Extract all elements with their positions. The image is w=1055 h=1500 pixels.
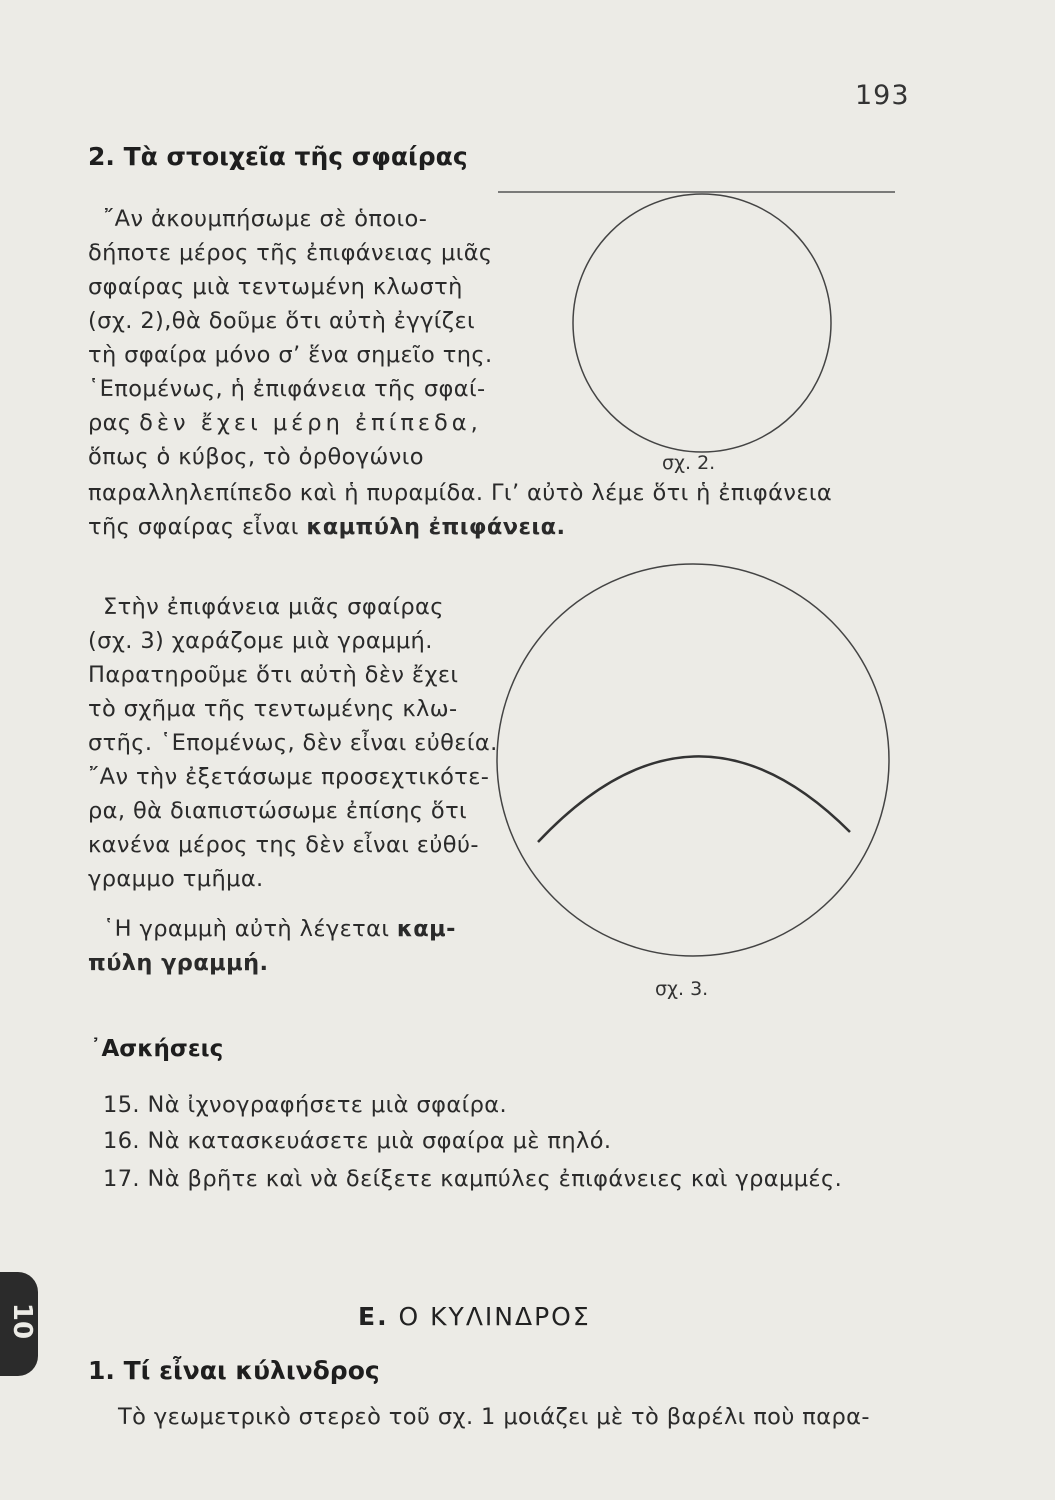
- text-line: δήποτε μέρος τῆς ἐπιφάνειας μιᾶς: [88, 240, 493, 266]
- text-line: Παρατηροῦμε ὅτι αὐτὴ δὲν ἔχει: [88, 662, 459, 688]
- text-line: παραλληλεπίπεδο καὶ ἡ πυραμίδα. Γι’ αὐτὸ λέμε ὅτι ἡ ἐπιφάνεια: [88, 480, 833, 506]
- chapter-tab-number: 10: [7, 1302, 38, 1340]
- sphere-fig3: [497, 564, 889, 956]
- page-number: 193: [855, 80, 910, 111]
- exercise-number: 16.: [103, 1128, 140, 1154]
- chapter-tab: [0, 1272, 38, 1376]
- curved-line: [538, 756, 850, 842]
- bold-term: καμ-: [396, 916, 456, 942]
- exercise-item: [103, 1128, 611, 1154]
- text-line: τὴ σφαίρα μόνο σ’ ἕνα σημεῖο της.: [88, 342, 493, 368]
- text-line: ὅπως ὁ κύβος, τὸ ὀρθογώνιο: [88, 444, 424, 470]
- fig2-caption: σχ. 2.: [662, 452, 716, 474]
- bold-term: καμπύλη ἐπιφάνεια.: [306, 514, 566, 540]
- text-line: ῎Αν τὴν ἐξετάσωμε προσεχτικότε-: [88, 764, 490, 790]
- text-line: Τὸ γεωμετρικὸ στερεὸ τοῦ σχ. 1 μοιάζει μὲ τὸ βαρέλι ποὺ παρα-: [118, 1404, 870, 1430]
- exercises-heading: ᾿Ασκήσεις: [90, 1036, 224, 1062]
- text-line: τὸ σχῆμα τῆς τεντωμένης κλω-: [88, 696, 458, 722]
- exercise-text: Νὰ ἰχνογραφήσετε μιὰ σφαίρα.: [147, 1092, 508, 1118]
- text-fragment: ρας: [88, 410, 132, 436]
- exercise-item: [103, 1166, 842, 1192]
- fig3-caption: σχ. 3.: [655, 978, 709, 1000]
- text-line: γραμμο τμῆμα.: [88, 866, 264, 892]
- text-line: ῎Αν ἀκουμπήσωμε σὲ ὁποιο-: [103, 206, 428, 232]
- text-line: (σχ. 2),θὰ δοῦμε ὅτι αὐτὴ ἐγγίζει: [88, 308, 476, 334]
- bold-term: πύλη γραμμή.: [88, 950, 269, 976]
- chapter-name: Ο ΚΥΛΙΝΔΡΟΣ: [398, 1302, 591, 1331]
- exercise-number: 17.: [103, 1166, 140, 1192]
- spaced-emphasis: δὲν ἔχει μέρη ἐπίπεδα,: [139, 410, 482, 436]
- chapter-letter: Ε.: [358, 1302, 389, 1331]
- text-line: στῆς. ῾Επομένως, δὲν εἶναι εὐθεία.: [88, 730, 498, 756]
- text-line: Στὴν ἐπιφάνεια μιᾶς σφαίρας: [103, 594, 444, 620]
- exercise-number: 15.: [103, 1092, 140, 1118]
- text-line: σφαίρας μιὰ τεντωμένη κλωστὴ: [88, 274, 463, 300]
- text-fragment: τῆς σφαίρας εἶναι: [88, 514, 299, 540]
- chapter-title: [358, 1302, 591, 1331]
- section-heading-sphere-elements: 2. Τὰ στοιχεῖα τῆς σφαίρας: [88, 142, 468, 171]
- exercise-text: Νὰ βρῆτε καὶ νὰ δείξετε καμπύλες ἐπιφάνειες καὶ γραμμές.: [147, 1166, 843, 1192]
- sphere-fig2: [573, 194, 831, 452]
- text-line: κανένα μέρος της δὲν εἶναι εὐθύ-: [88, 832, 479, 858]
- exercise-item: [103, 1092, 507, 1118]
- exercise-text: Νὰ κατασκευάσετε μιὰ σφαίρα μὲ πηλό.: [147, 1128, 612, 1154]
- text-line: (σχ. 3) χαράζομε μιὰ γραμμή.: [88, 628, 433, 654]
- text-line: ῾Επομένως, ἡ ἐπιφάνεια τῆς σφαί-: [88, 376, 486, 402]
- text-fragment: ῾Η γραμμὴ αὐτὴ λέγεται: [103, 916, 390, 942]
- section-heading-cylinder: 1. Τί εἶναι κύλινδρος: [88, 1356, 380, 1385]
- text-line: ρα, θὰ διαπιστώσωμε ἐπίσης ὅτι: [88, 798, 468, 824]
